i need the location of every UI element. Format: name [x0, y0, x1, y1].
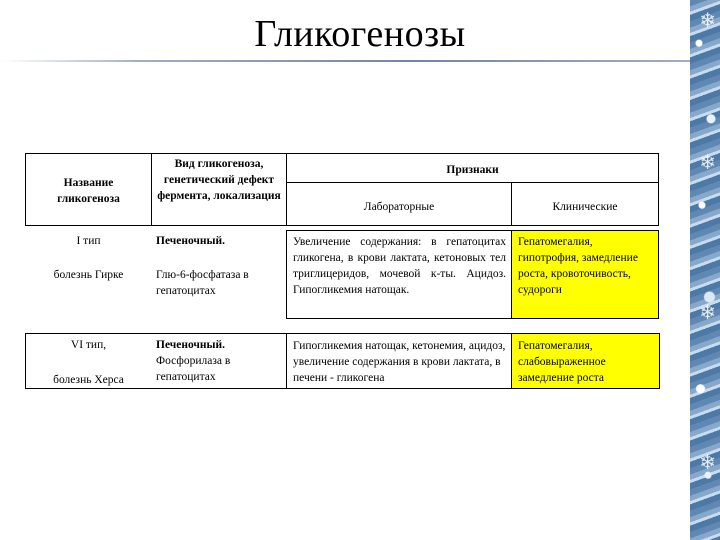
frost-decoration — [690, 0, 720, 540]
row1-lab: Увеличение содержания: в гепатоцитах гликогена, в крови лактата, кетоновых тел триглицеридов, мочевой к-ты. Ацидоз. Гипогликемия натощак. — [286, 230, 512, 319]
row2-lab: Гипогликемия натощак, кетонемия, ацидоз, увеличение содержания в крови лактата, в печени - гликогена — [286, 333, 512, 389]
header-name: Название гликогеноза — [25, 153, 152, 226]
header-signs: Признаки — [286, 153, 659, 183]
header-type: Вид гликогеноза, генетический дефект фермента, локализация — [151, 153, 287, 226]
header-lab: Лабораторные — [286, 182, 512, 226]
snowflake-icon: ❄ — [699, 450, 716, 474]
row2-disease: болезнь Херса — [53, 374, 124, 386]
row2-clinical: Гепатомегалия, слабовыраженное замедление роста — [511, 333, 660, 389]
snowflake-icon: ❄ — [699, 300, 716, 324]
row2-defect: Фосфорилаза в гепатоцитах — [156, 355, 231, 383]
header-clinical: Клинические — [511, 182, 659, 226]
title-divider — [0, 60, 690, 62]
snowflake-icon: ❄ — [699, 150, 716, 174]
row1-type-num: I тип — [76, 235, 101, 247]
row2-type-num: VI тип, — [70, 339, 107, 351]
slide-title: Гликогенозы — [254, 13, 466, 55]
row2-kind: Печеночный. — [156, 339, 226, 351]
row1-clinical: Гепатомегалия, гипотрофия, замедление роста, кровоточивость, судороги — [511, 230, 659, 319]
row1-kind: Печеночный. — [156, 235, 226, 247]
row1-defect: Глю-6-фосфатаза в гепатоцитах — [156, 269, 249, 297]
row1-disease: болезнь Гирке — [53, 269, 124, 281]
snowflake-icon: ❄ — [699, 8, 716, 32]
